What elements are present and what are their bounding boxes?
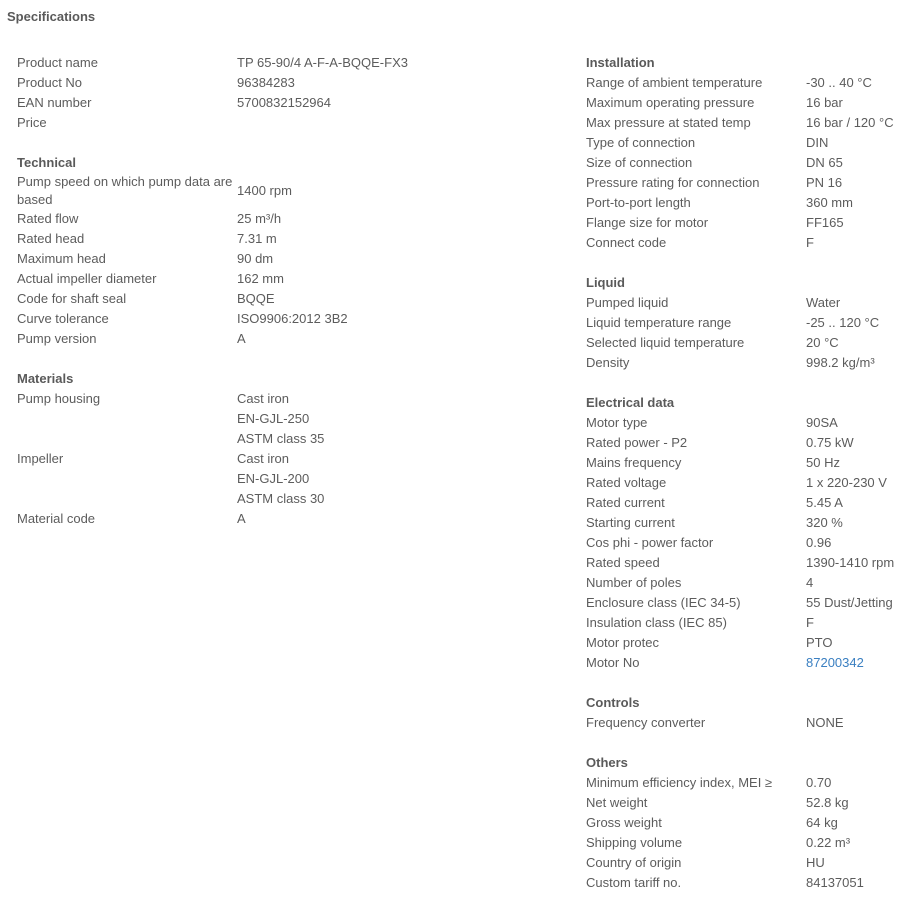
spec-row-mains-frequency (586, 453, 911, 473)
spec-row-net-weight (586, 793, 911, 813)
spec-label: Maximum head (17, 251, 106, 266)
spec-row-flange-size-for-motor (586, 213, 911, 233)
section-title: Liquid (586, 275, 625, 290)
spec-label: Motor protec (586, 635, 659, 650)
spec-row-maximum-operating-pressure (586, 93, 911, 113)
spec-row-number-of-poles (586, 573, 911, 593)
spec-value: ISO9906:2012 3B2 (237, 311, 348, 326)
spec-section-technical (17, 153, 417, 349)
spec-label: Size of connection (586, 155, 693, 170)
spec-value-line: EN-GJL-250 (237, 411, 310, 426)
spec-label: Range of ambient temperature (586, 75, 763, 90)
specs-left-column (17, 53, 417, 549)
spec-row-type-of-connection (586, 133, 911, 153)
spec-label: Pump speed on which pump data are based (17, 174, 233, 207)
spec-value: FF165 (806, 215, 844, 230)
spec-value: 84137051 (806, 875, 864, 890)
spec-value: F (806, 615, 814, 630)
spec-row-density (586, 353, 911, 373)
spec-label: Connect code (586, 235, 667, 250)
spec-value: 0.96 (806, 535, 832, 550)
spec-label: Material code (17, 511, 96, 526)
spec-value: 25 m³/h (237, 211, 282, 226)
spec-label: Type of connection (586, 135, 696, 150)
spec-value: 0.22 m³ (806, 835, 851, 850)
spec-section-liquid (586, 273, 911, 373)
spec-label: Rated power - P2 (586, 435, 688, 450)
spec-label: Maximum operating pressure (586, 95, 755, 110)
spec-value (237, 389, 417, 449)
spec-value-line: ASTM class 35 (237, 431, 325, 446)
spec-value: 20 °C (806, 335, 839, 350)
spec-row-price (17, 113, 417, 133)
spec-value: 90SA (806, 415, 838, 430)
section-title: Technical (17, 155, 77, 170)
spec-value: 360 mm (806, 195, 853, 210)
spec-label: Code for shaft seal (17, 291, 127, 306)
spec-row-rated-current (586, 493, 911, 513)
spec-value: DIN (806, 135, 829, 150)
spec-row-enclosure-class-iec-34-5 (586, 593, 911, 613)
spec-row-pump-version (17, 329, 417, 349)
spec-value: F (806, 235, 814, 250)
spec-row-motor-protec (586, 633, 911, 653)
spec-row-pump-housing (17, 389, 417, 449)
spec-value: 4 (806, 575, 814, 590)
spec-value: 90 dm (237, 251, 274, 266)
spec-value-line: Cast iron (237, 451, 290, 466)
spec-row-code-for-shaft-seal (17, 289, 417, 309)
spec-value: 1400 rpm (237, 183, 292, 198)
spec-value: 998.2 kg/m³ (806, 355, 875, 370)
spec-section-installation (586, 53, 911, 253)
spec-label: EAN number (17, 95, 92, 110)
spec-row-product-name (17, 53, 417, 73)
spec-row-curve-tolerance (17, 309, 417, 329)
spec-value: NONE (806, 715, 844, 730)
spec-value: 0.70 (806, 775, 832, 790)
section-title: Controls (586, 695, 640, 710)
spec-row-pumped-liquid (586, 293, 911, 313)
spec-label: Max pressure at stated temp (586, 115, 751, 130)
spec-section-product (17, 53, 417, 133)
spec-value: A (237, 511, 246, 526)
spec-label: Selected liquid temperature (586, 335, 745, 350)
spec-section-electrical-data (586, 393, 911, 673)
spec-row-motor-type (586, 413, 911, 433)
spec-label: Product No (17, 75, 83, 90)
spec-row-rated-voltage (586, 473, 911, 493)
spec-row-gross-weight (586, 813, 911, 833)
spec-label: Mains frequency (586, 455, 682, 470)
spec-row-country-of-origin (586, 853, 911, 873)
page-title: Specifications (7, 9, 96, 24)
spec-value: TP 65-90/4 A-F-A-BQQE-FX3 (237, 55, 408, 70)
spec-value: Water (806, 295, 841, 310)
spec-row-selected-liquid-temperature (586, 333, 911, 353)
spec-label: Actual impeller diameter (17, 271, 157, 286)
spec-row-port-to-port-length (586, 193, 911, 213)
spec-row-insulation-class-iec-85 (586, 613, 911, 633)
spec-value-line: EN-GJL-200 (237, 471, 310, 486)
spec-value: BQQE (237, 291, 275, 306)
spec-value: 52.8 kg (806, 795, 849, 810)
spec-label: Insulation class (IEC 85) (586, 615, 727, 630)
spec-value-line: ASTM class 30 (237, 491, 325, 506)
spec-row-rated-power-p2 (586, 433, 911, 453)
spec-value: 5.45 A (806, 495, 843, 510)
spec-value-link[interactable]: 87200342 (806, 655, 864, 670)
spec-value: 162 mm (237, 271, 284, 286)
spec-label: Port-to-port length (586, 195, 691, 210)
spec-label: Flange size for motor (586, 215, 709, 230)
spec-value: 16 bar / 120 °C (806, 115, 894, 130)
spec-label: Liquid temperature range (586, 315, 732, 330)
spec-value: -30 .. 40 °C (806, 75, 872, 90)
spec-label: Enclosure class (IEC 34-5) (586, 595, 741, 610)
spec-label: Custom tariff no. (586, 875, 682, 890)
spec-label: Curve tolerance (17, 311, 109, 326)
spec-label: Starting current (586, 515, 675, 530)
spec-row-impeller (17, 449, 417, 509)
spec-value: DN 65 (806, 155, 843, 170)
spec-value: 50 Hz (806, 455, 840, 470)
spec-row-rated-speed (586, 553, 911, 573)
spec-label: Motor type (586, 415, 648, 430)
spec-row-cos-phi-power-factor (586, 533, 911, 553)
spec-value: 55 Dust/Jetting (806, 595, 893, 610)
spec-label: Rated head (17, 231, 85, 246)
spec-label: Price (17, 115, 47, 130)
spec-value: 64 kg (806, 815, 838, 830)
spec-label: Cos phi - power factor (586, 535, 714, 550)
spec-label: Impeller (17, 451, 64, 466)
spec-row-material-code (17, 509, 417, 529)
spec-value-line: Cast iron (237, 391, 290, 406)
spec-label: Pump housing (17, 391, 101, 406)
spec-value: 5700832152964 (237, 95, 331, 110)
spec-value: 320 % (806, 515, 843, 530)
spec-row-starting-current (586, 513, 911, 533)
spec-label: Net weight (586, 795, 648, 810)
spec-label: Gross weight (586, 815, 662, 830)
spec-label: Number of poles (586, 575, 682, 590)
spec-label: Rated current (586, 495, 665, 510)
spec-value: -25 .. 120 °C (806, 315, 880, 330)
spec-value: 1390-1410 rpm (806, 555, 895, 570)
spec-row-pump-speed-on-which-pump-data-are-based (17, 173, 417, 209)
spec-section-materials (17, 369, 417, 529)
spec-value: A (237, 331, 246, 346)
spec-row-size-of-connection (586, 153, 911, 173)
spec-row-product-no (17, 73, 417, 93)
section-title: Others (586, 755, 628, 770)
spec-row-connect-code (586, 233, 911, 253)
spec-label: Rated flow (17, 211, 79, 226)
section-title: Electrical data (586, 395, 675, 410)
spec-label: Country of origin (586, 855, 682, 870)
spec-value: PN 16 (806, 175, 843, 190)
spec-value: PTO (806, 635, 833, 650)
spec-label: Rated voltage (586, 475, 667, 490)
spec-row-maximum-head (17, 249, 417, 269)
spec-row-minimum-efficiency-index-mei (586, 773, 911, 793)
spec-row-liquid-temperature-range (586, 313, 911, 333)
spec-section-controls (586, 693, 911, 733)
spec-row-actual-impeller-diameter (17, 269, 417, 289)
spec-value (237, 449, 417, 509)
spec-row-frequency-converter (586, 713, 911, 733)
spec-row-rated-flow (17, 209, 417, 229)
spec-label: Product name (17, 55, 98, 70)
spec-label: Density (586, 355, 630, 370)
spec-row-custom-tariff-no (586, 873, 911, 893)
spec-row-pressure-rating-for-connection (586, 173, 911, 193)
spec-row-ean-number (17, 93, 417, 113)
spec-row-rated-head (17, 229, 417, 249)
spec-row-range-of-ambient-temperature (586, 73, 911, 93)
spec-value: 96384283 (237, 75, 295, 90)
spec-label: Frequency converter (586, 715, 706, 730)
spec-label: Motor No (586, 655, 640, 670)
spec-section-others (586, 753, 911, 893)
specs-right-column (586, 53, 911, 913)
spec-value: 1 x 220-230 V (806, 475, 887, 490)
spec-row-shipping-volume (586, 833, 911, 853)
spec-value: HU (806, 855, 825, 870)
section-title: Materials (17, 371, 74, 386)
spec-value: 16 bar (806, 95, 843, 110)
spec-label: Pump version (17, 331, 97, 346)
spec-value: 7.31 m (237, 231, 277, 246)
spec-label: Pumped liquid (586, 295, 669, 310)
spec-row-motor-no (586, 653, 911, 673)
spec-label: Minimum efficiency index, MEI ≥ (586, 775, 773, 790)
spec-label: Pressure rating for connection (586, 175, 760, 190)
spec-label: Rated speed (586, 555, 660, 570)
spec-value: 0.75 kW (806, 435, 854, 450)
spec-row-max-pressure-at-stated-temp (586, 113, 911, 133)
section-title: Installation (586, 55, 655, 70)
spec-label: Shipping volume (586, 835, 683, 850)
